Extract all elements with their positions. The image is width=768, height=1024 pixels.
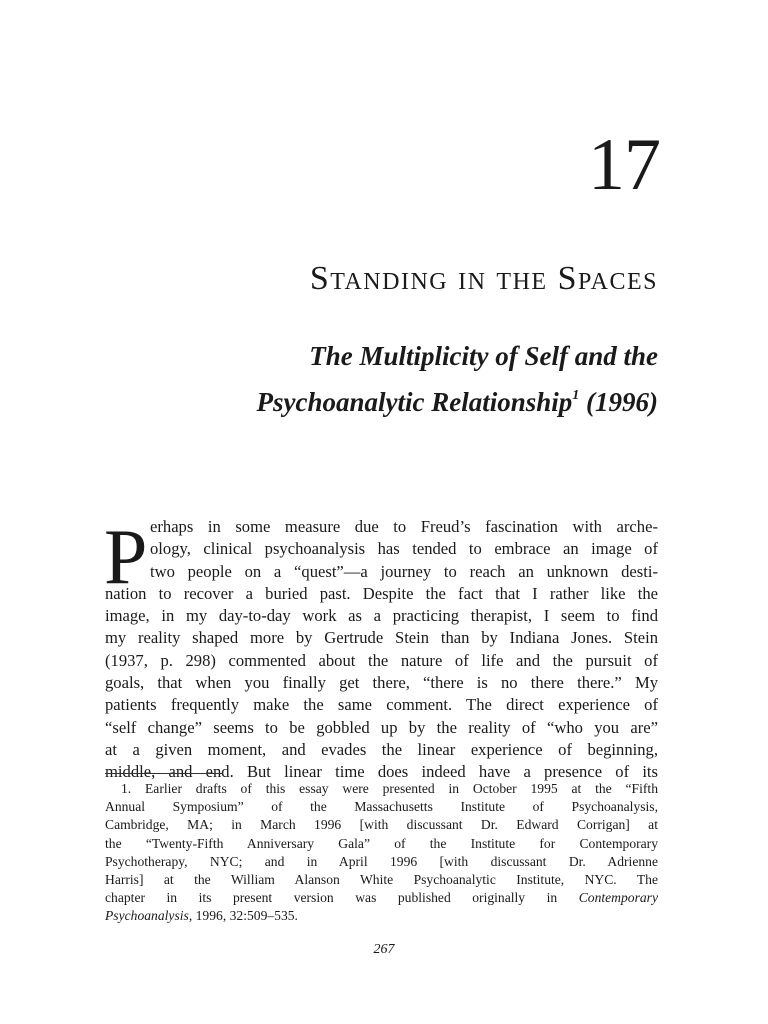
body-line: nation to recover a buried past. Despite the fact that I rather like the	[105, 583, 658, 603]
footnote-line: the “Twenty-Fifth Anniversary Gala” of the Institute for Contemporary	[105, 835, 658, 851]
body-line: goals, that when you finally get there, “there is no there there.” My	[105, 673, 658, 693]
body-line: two people on a “quest”—a journey to reach an unknown desti-	[150, 561, 658, 581]
subtitle-line-1: The Multiplicity of Self and the	[309, 341, 658, 371]
body-line: “self change” seems to be gobbled up by the reality of “who you are”	[105, 717, 658, 737]
chapter-title: Standing in the Spaces	[309, 260, 658, 297]
body-line: middle, and end. But linear time does indeed have a presence of its	[105, 762, 658, 782]
journal-title-part-1: Contemporary	[578, 890, 658, 906]
subtitle-year: (1996)	[579, 387, 658, 417]
body-line: patients frequently make the same comment. The direct experience of	[105, 695, 658, 715]
footnote-divider	[105, 773, 223, 774]
body-line: ology, clinical psychoanalysis has tended to embrace an image of	[150, 539, 658, 559]
body-line: at a given moment, and evades the linear experience of beginning,	[105, 739, 658, 759]
footnote-marker: 1	[572, 388, 580, 403]
drop-cap: P	[104, 513, 148, 600]
footnote-line: Annual Symposium” of the Massachusetts Institute of Psychoanalysis,	[105, 799, 658, 815]
footnote-line: 1. Earlier drafts of this essay were presented in October 1995 at the “Fifth	[121, 781, 658, 796]
body-line: erhaps in some measure due to Freud’s fascination with arche-	[150, 517, 658, 536]
body-paragraph	[104, 513, 658, 784]
chapter-subtitle	[257, 336, 659, 422]
footnote-line-text: chapter in its present version was published originally in	[105, 890, 579, 906]
journal-title-part-2: Psychoanalysis	[105, 908, 189, 924]
footnote	[105, 780, 658, 926]
body-line: image, in my day-to-day work as a practicing therapist, I seem to find	[105, 606, 658, 626]
footnote-line-last	[105, 907, 658, 925]
footnote-line: Harris] at the William Alanson White Psychoanalytic Institute, NYC. The	[105, 872, 658, 888]
body-line: my reality shaped more by Gertrude Stein than by Indiana Jones. Stein	[105, 628, 658, 648]
footnote-line: Cambridge, MA; in March 1996 [with discussant Dr. Edward Corrigan] at	[105, 817, 658, 833]
subtitle-line-2	[257, 376, 659, 422]
chapter-number: 17	[588, 124, 660, 206]
page-number: 267	[373, 942, 395, 957]
footnote-line: Psychotherapy, NYC; and in April 1996 [with discussant Dr. Adrienne	[105, 853, 658, 869]
subtitle-line-2-text: Psychoanalytic Relationship	[256, 387, 573, 417]
citation-tail: , 1996, 32:509–535.	[188, 908, 298, 924]
body-line: (1937, p. 298) commented about the nature of life and the pursuit of	[105, 650, 658, 670]
footnote-line-citation	[105, 889, 658, 907]
